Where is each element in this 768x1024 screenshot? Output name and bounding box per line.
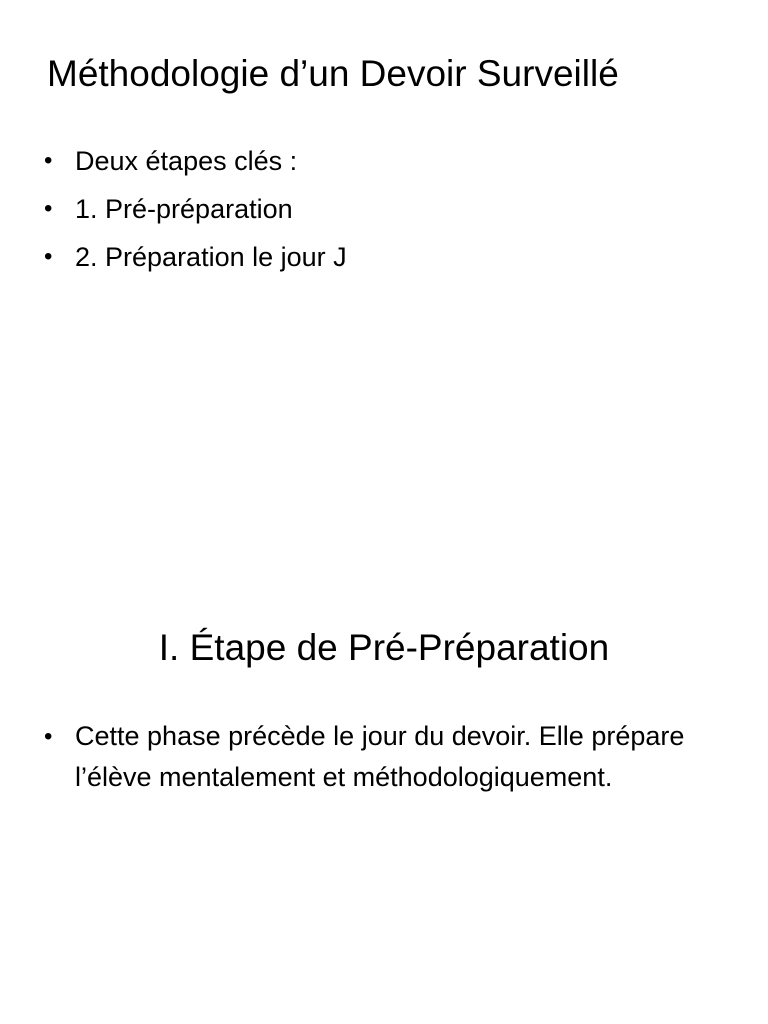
slide-title: Méthodologie d’un Devoir Surveillé bbox=[47, 53, 619, 94]
bullet-list bbox=[44, 141, 724, 285]
bullet-icon: • bbox=[44, 243, 53, 270]
bullet-item bbox=[44, 716, 694, 798]
bullet-text: Cette phase précède le jour du devoir. Elle prépare l’élève mentalement et méthodologiquement. bbox=[75, 721, 685, 792]
bullet-text: 1. Pré-préparation bbox=[75, 194, 293, 224]
bullet-item bbox=[44, 141, 724, 181]
slide-title: I. Étape de Pré-Préparation bbox=[158, 627, 610, 668]
bullet-icon: • bbox=[44, 723, 53, 750]
bullet-item bbox=[44, 189, 724, 229]
bullet-icon: • bbox=[44, 147, 53, 174]
bullet-text: 2. Préparation le jour J bbox=[75, 242, 347, 272]
bullet-icon: • bbox=[44, 195, 53, 222]
bullet-list bbox=[44, 716, 694, 806]
slide-2 bbox=[0, 576, 768, 1024]
bullet-item bbox=[44, 237, 724, 277]
bullet-text: Deux étapes clés : bbox=[75, 146, 298, 176]
